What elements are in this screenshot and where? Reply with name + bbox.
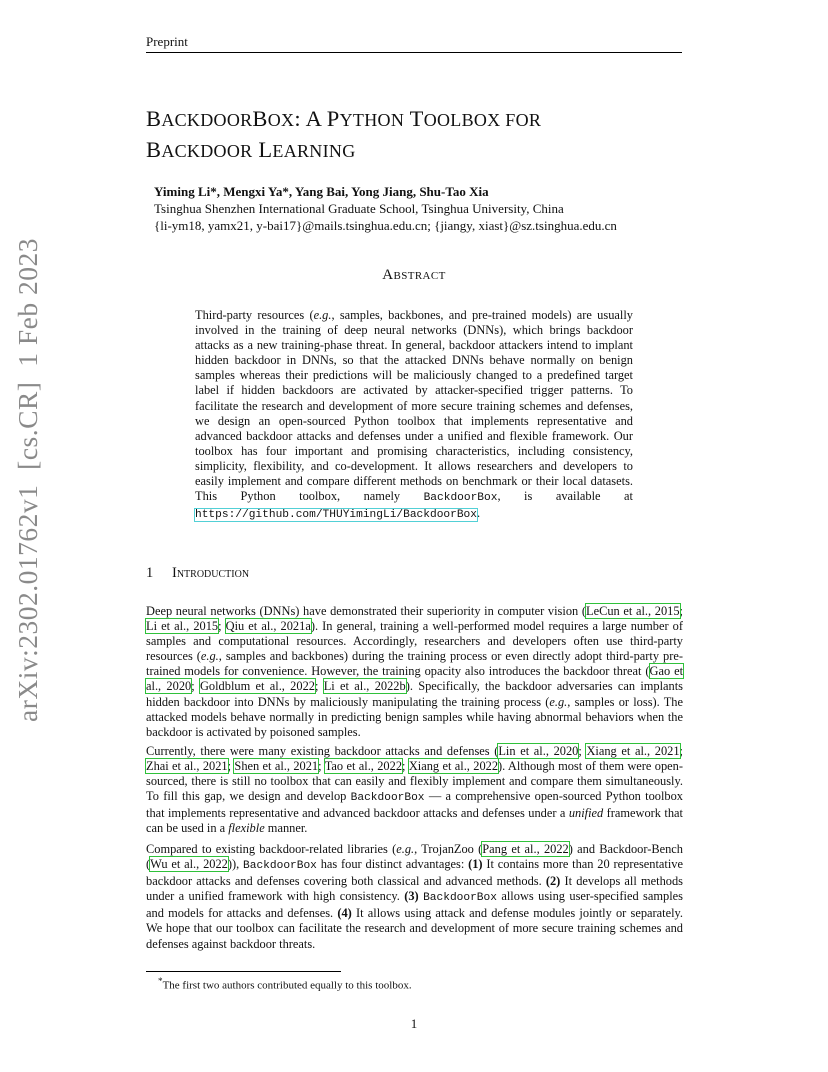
toolbox-name: BackdoorBox [350,792,425,805]
intro-paragraph-3: Compared to existing backdoor-related libraries (e.g., TrojanZoo (Pang et al., 2022) and Backdoor-Bench (Wu et al., 2022)), BackdoorBox has four distinct advantages: (1) It contains more than 20 representative backdoor attacks and defenses covering both classical and advanced methods. (2) It develops all methods under a unified framework with high consistency. (3) BackdoorBox allows using user-specified samples and models for attacks and defenses. (4) It allows using attack and defense modules jointly or separately. We hope that our toolbox can facilitate the research and development of more secure training schemes and defenses against backdoor threats. [146,842,684,951]
citation-link[interactable]: Xiang et al., 2021 [586,744,680,758]
citation-link[interactable]: LeCun et al., 2015 [586,604,680,618]
github-link[interactable]: https://github.com/THUYimingLi/BackdoorBox [195,509,477,522]
affiliation: Tsinghua Shenzhen International Graduate School, Tsinghua University, China [154,201,564,216]
footnote: *The first two authors contributed equally to this toolbox. [158,976,412,992]
running-header: Preprint [146,34,188,49]
title-line-2: BACKDOOR LEARNING [146,137,356,162]
toolbox-name: BackdoorBox [423,892,497,905]
citation-link[interactable]: Wu et al., 2022 [150,857,228,872]
header-rule [146,52,682,53]
citation-link[interactable]: Xiang et al., 2022 [408,759,499,774]
citation-link[interactable]: Shen et al., 2021 [234,759,319,774]
title-line-1: BACKDOORBOX: A PYTHON TOOLBOX FOR [146,106,542,131]
citation-link[interactable]: Li et al., 2022b [323,679,406,694]
citation-link[interactable]: Gao et al., 2020 [146,664,684,694]
intro-paragraph-1: Deep neural networks (DNNs) have demonstrated their superiority in computer vision (LeCun et al., 2015; Li et al., 2015; Qiu et al., 2021a). In general, training a well-performed model requires a large number of samples and computational resources. Accordingly, researchers and developers often use third-party resources (e.g., samples and backbones) during the training process or even directly adopt third-party pre-trained models for convenience. However, the training opacity also introduces the backdoor threat (Gao et al., 2020; Goldblum et al., 2022; Li et al., 2022b). Specifically, the backdoor adversaries can implants hidden backdoor into DNNs by maliciously manipulating the training process (e.g., samples or loss). The attacked models behave normally in predicting benign samples while having abnormal behaviors when the backdoor is activated by poisoned samples. [146,604,684,739]
toolbox-name: BackdoorBox [243,860,317,873]
email-addresses: {li-ym18, yamx21, y-bai17}@mails.tsinghua.edu.cn; {jiangy, xiast}@sz.tsinghua.edu.cn [154,218,617,233]
author-names: Yiming Li*, Mengxi Ya*, Yang Bai, Yong Jiang, Shu-Tao Xia [154,184,489,199]
footnote-rule [146,971,341,972]
citation-link[interactable]: Pang et al., 2022 [482,842,569,856]
citation-link[interactable]: Goldblum et al., 2022 [199,679,315,694]
author-block [154,183,674,234]
toolbox-name: BackdoorBox [423,492,498,505]
section-heading-introduction: 1 Introduction [146,565,250,581]
citation-link[interactable]: Zhai et al., 2021 [146,759,228,774]
citation-link[interactable]: Tao et al., 2022 [324,759,403,774]
abstract-text: Third-party resources (e.g., samples, backbones, and pre-trained models) are usually involved in the training of deep neural networks (DNNs), which brings backdoor attacks as a new training-phase threat. In general, backdoor attackers intend to implant hidden backdoor in DNNs, so that the attacked DNNs behave normally on benign samples whereas their predictions will be maliciously changed to a predefined target label if hidden backdoors are activated by attacker-specified trigger patterns. To facilitate the research and development of more secure training schemes and defenses, we design an open-sourced Python toolbox that implements representative and advanced backdoor attacks and defenses under a unified and flexible framework. Our toolbox has four important and promising characteristics, including consistency, simplicity, flexibility, and co-development. It allows researchers and developers to easily implement and compare different methods on benchmark or their local datasets. This Python toolbox, namely BackdoorBox, is available at https://github.com/THUYimingLi/BackdoorBox. [195,308,633,522]
citation-link[interactable]: Qiu et al., 2021a [225,619,311,634]
citation-link[interactable]: Li et al., 2015 [146,619,219,634]
citation-link[interactable]: Lin et al., 2020 [498,744,579,758]
intro-paragraph-2: Currently, there were many existing backdoor attacks and defenses (Lin et al., 2020; Xiang et al., 2021; Zhai et al., 2021; Shen et al., 2021; Tao et al., 2022; Xiang et al., 2022). Although most of them were open-sourced, there is still no toolbox that can easily and flexibly implement and compare them simultaneously. To fill this gap, we design and develop BackdoorBox — a comprehensive open-sourced Python toolbox that implements representative and advanced backdoor attacks and defenses under a unified framework that can be used in a flexible manner. [146,744,684,836]
abstract-heading: Abstract [382,267,446,283]
page-number: 1 [410,1016,418,1031]
paper-title [146,104,686,166]
